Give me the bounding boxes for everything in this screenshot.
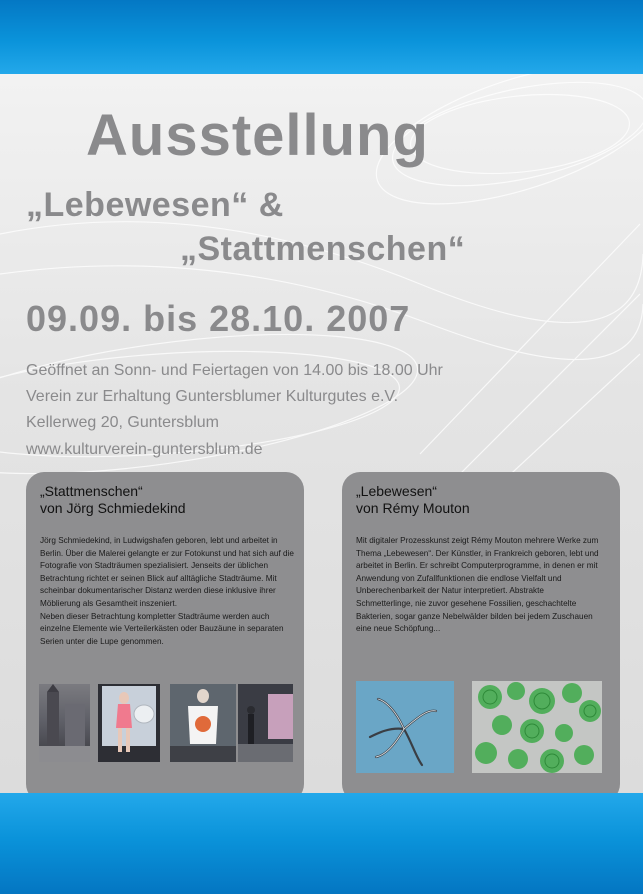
panel-title (356, 483, 470, 517)
website-link[interactable]: www.kulturverein-guntersblum.de (26, 441, 263, 458)
panel-lebewesen (342, 472, 620, 793)
subtitle-lebewesen: „Lebewesen“ & (26, 186, 284, 224)
photo-church-street (39, 684, 90, 762)
panel-stattmenschen (26, 472, 304, 793)
panel-description: Mit digitaler Prozesskunst zeigt Rémy Mouton mehrere Werke zum Thema „Lebewesen“. Der Künstler, in Frankreich geboren, lebt und arbeitet in Berlin. Er schreibt Computerprogramme, in denen er mit Anwendung von Zufallfunktionen die endlose Vielfalt und Unberechenbarkeit der Natur interpretiert. Abstrakte Schmetterlinge, nie zuvor gesehene Fossilien, geschachtelte Bakterien, sogar ganze Nebelwälder bilden bei jedem Zuschauen eine neue Schöpfung... (356, 536, 599, 634)
photo-mannequin-window (98, 684, 160, 762)
panel-title (40, 483, 186, 517)
address: Kellerweg 20, Guntersblum (26, 414, 219, 431)
artwork-green-bacteria (472, 681, 602, 773)
photo-tshirt-mannequin (170, 684, 236, 762)
panel-artist: von Jörg Schmiedekind (40, 500, 186, 516)
exhibition-dates: 09.09. bis 28.10. 2007 (26, 298, 411, 339)
artwork-abstract-creature (356, 681, 454, 773)
top-blue-band (0, 0, 643, 74)
panel-artist: von Rémy Mouton (356, 500, 470, 516)
poster-body (0, 74, 643, 793)
subtitle-stattmenschen: „Stattmenschen“ (180, 230, 466, 268)
panel-heading: „Stattmenschen“ (40, 483, 143, 499)
photo-street-pedestrians (238, 684, 293, 762)
bottom-blue-band (0, 793, 643, 894)
panel-description: Jörg Schmiedekind, in Ludwigshafen geboren, lebt und arbeitet in Berlin. Über die Malerei gelangte er zur Fotokunst und hat sich auf die Fotografie von Stadträumen spezialisiert. Jenseits der üblichen Betrachtung richtet er seinen Blick auf alltägliche Stadträume. Mit scheinbar dokumentarischer Distanz werden diese inklusive ihrer Möblierung als Gesamtheit inszeniert. Neben dieser Betrachtung kompletter Stadträume werden auch einzelne Elemente wie Verteilerkästen oder Bauzäune in separaten Serien unter die Lupe genommen. (40, 536, 294, 646)
organizer: Verein zur Erhaltung Guntersblumer Kulturgutes e.V. (26, 388, 399, 405)
panel-heading: „Lebewesen“ (356, 483, 437, 499)
opening-hours: Geöffnet an Sonn- und Feiertagen von 14.00 bis 18.00 Uhr (26, 362, 443, 379)
exhibition-title: Ausstellung (86, 103, 429, 168)
